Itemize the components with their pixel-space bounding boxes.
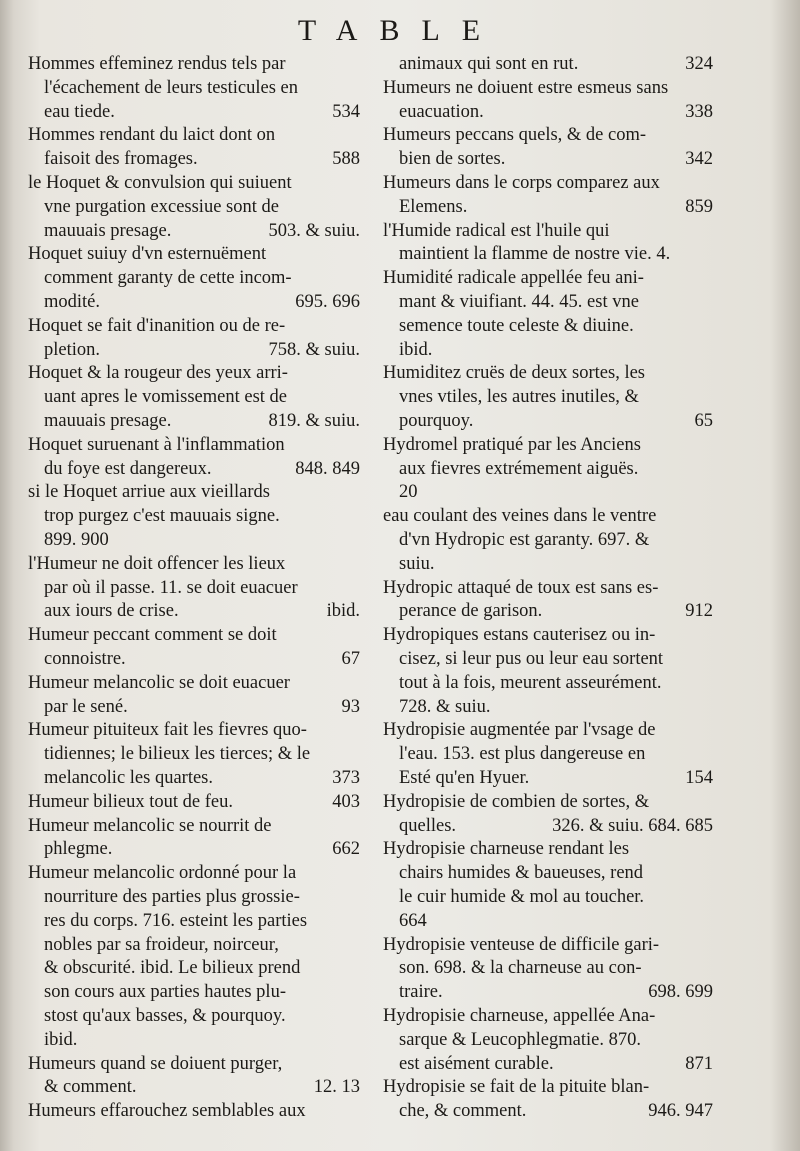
entry-text: l'Humeur ne doit offencer les lieux — [28, 553, 286, 574]
page-reference: 695. 696 — [295, 292, 360, 312]
index-entry-line — [383, 718, 713, 742]
index-entry-line — [399, 552, 713, 576]
index-entry-line — [44, 457, 360, 481]
entry-text: chairs humides & baueuses, rend — [399, 863, 644, 884]
entry-text: phlegme. — [44, 839, 113, 860]
index-entry-line — [44, 195, 360, 219]
entry-text: traire. — [399, 982, 443, 1003]
index-entry-line — [44, 933, 360, 957]
entry-text: Humeurs effarouchez semblables aux — [28, 1101, 306, 1122]
index-entry-line — [44, 338, 360, 362]
index-entry-line — [28, 123, 360, 147]
index-entry-line — [399, 100, 713, 124]
entry-text: modité. — [44, 292, 101, 312]
index-entry-line — [44, 1075, 360, 1099]
index-entry-line — [383, 76, 713, 100]
entry-text: est aisément curable. — [399, 1053, 554, 1074]
index-entry-line — [44, 695, 360, 719]
index-entry-line — [399, 980, 713, 1004]
entry-text: son cours aux parties hautes plu- — [44, 982, 286, 1003]
entry-text: Hoquet suiuy d'vn esternuëment — [28, 244, 267, 265]
index-entry-line — [28, 1099, 360, 1123]
index-entry-line — [399, 52, 713, 76]
entry-text: Hydropisie charneuse, appellée Ana- — [383, 1006, 656, 1026]
index-entry-line — [44, 909, 360, 933]
entry-text: par où il passe. 11. se doit euacuer — [44, 577, 298, 598]
entry-text: l'Humide radical est l'huile qui — [383, 220, 610, 241]
entry-text: Hydropisie se fait de la pituite blan- — [383, 1077, 650, 1098]
index-entry-line — [399, 1052, 713, 1076]
index-entry-line — [28, 790, 360, 814]
index-entry-line — [383, 361, 713, 385]
entry-text: Humeurs ne doiuent estre esmeus sans — [383, 77, 669, 98]
entry-text: uant apres le vomissement est de — [44, 387, 288, 408]
index-entry-line — [383, 1075, 713, 1099]
index-entry-line — [28, 52, 360, 76]
page-reference: 324 — [685, 54, 713, 74]
index-entry-line — [399, 457, 713, 481]
index-entry-line — [383, 504, 713, 528]
index-entry-line — [399, 528, 713, 552]
entry-text: connoistre. — [44, 649, 126, 669]
index-entry-line — [44, 528, 360, 552]
entry-text: cisez, si leur pus ou leur eau sortent — [399, 649, 664, 669]
index-entry-line — [28, 623, 360, 647]
entry-text: l'écachement de leurs testicules en — [44, 77, 298, 98]
index-entry-line — [383, 837, 713, 861]
entry-text: tout à la fois, meurent asseurément. — [399, 672, 662, 693]
index-entry-line — [44, 576, 360, 600]
index-entry-line — [44, 409, 360, 433]
index-entry-line — [383, 171, 713, 195]
entry-text: aux fievres extrémement aiguës. — [399, 458, 639, 479]
page-reference: 93 — [341, 696, 360, 717]
entry-text: 899. 900 — [44, 530, 109, 550]
entry-text: d'vn Hydropic est garanty. 697. & — [399, 530, 650, 550]
page-reference: 758. & suiu. — [268, 339, 360, 360]
entry-text: Humeurs dans le corps comparez aux — [383, 173, 660, 193]
entry-text: Humeur bilieux tout de feu. — [28, 791, 233, 812]
index-entry-line — [28, 433, 360, 457]
entry-text: Hoquet suruenant à l'inflammation — [28, 434, 285, 455]
index-entry-line — [383, 1004, 713, 1028]
index-entry-line — [399, 861, 713, 885]
index-entry-line — [44, 1004, 360, 1028]
entry-text: quelles. — [399, 815, 457, 836]
entry-text: eau tiede. — [44, 101, 115, 122]
index-entry-line — [44, 647, 360, 671]
index-entry-line — [44, 837, 360, 861]
page-reference: 534 — [332, 101, 360, 122]
entry-text: mauuais presage. — [44, 411, 172, 431]
index-entry-line — [44, 219, 360, 243]
entry-text: faisoit des fromages. — [44, 149, 198, 170]
entry-text: l'eau. 153. est plus dangereuse en — [399, 744, 646, 765]
entry-text: animaux qui sont en rut. — [399, 54, 579, 74]
entry-text: Humeur melancolic se doit euacuer — [28, 672, 290, 693]
entry-text: trop purgez c'est mauuais signe. — [44, 506, 280, 527]
entry-text: le Hoquet & convulsion qui suiuent — [28, 173, 292, 193]
index-entry-line — [399, 956, 713, 980]
page-reference: 67 — [341, 649, 360, 669]
page-reference: 912 — [685, 601, 713, 622]
entry-text: vne purgation excessiue sont de — [44, 196, 279, 217]
entry-text: euacuation. — [399, 101, 484, 122]
page-reference: 403 — [332, 791, 360, 812]
index-entry-line — [44, 742, 360, 766]
index-entry-line — [44, 956, 360, 980]
entry-text: semence toute celeste & diuine. — [399, 315, 634, 336]
entry-text: 728. & suiu. — [399, 696, 491, 717]
entry-text: Humeur melancolic se nourrit de — [28, 815, 272, 836]
index-entry-line — [44, 147, 360, 171]
entry-text: pletion. — [44, 339, 101, 360]
entry-text: Hydropic attaqué de toux est sans es- — [383, 577, 659, 598]
index-entry-line — [28, 671, 360, 695]
entry-text: son. 698. & la charneuse au con- — [399, 958, 642, 979]
entry-text: Hydropisie de combien de sortes, & — [383, 791, 650, 812]
index-entry-line — [44, 76, 360, 100]
page-reference: 342 — [685, 149, 713, 170]
page-reference: 588 — [332, 149, 360, 170]
entry-text: Humeur peccant comment se doit — [28, 625, 277, 646]
index-entry-line — [28, 552, 360, 576]
entry-text: Elemens. — [399, 196, 468, 217]
index-entry-line — [44, 599, 360, 623]
entry-text: bien de sortes. — [399, 149, 506, 170]
entry-text: suiu. — [399, 553, 435, 574]
index-entry-line — [44, 885, 360, 909]
index-entry-line — [399, 314, 713, 338]
index-entry-line — [383, 576, 713, 600]
page-reference: 326. & suiu. 684. 685 — [552, 815, 713, 836]
entry-text: vnes vtiles, les autres inutiles, & — [399, 387, 639, 408]
page-reference: 338 — [685, 101, 713, 122]
entry-text: & obscurité. ibid. Le bilieux prend — [44, 958, 301, 979]
entry-text: Humidité radicale appellée feu ani- — [383, 268, 644, 289]
entry-text: Hydromel pratiqué par les Anciens — [383, 434, 641, 455]
entry-text: Humeurs peccans quels, & de com- — [383, 125, 647, 146]
entry-text: Humeur melancolic ordonné pour la — [28, 863, 297, 884]
entry-text: 20 — [399, 482, 418, 503]
entry-text: stost qu'aux basses, & pourquoy. — [44, 1006, 286, 1026]
index-entry-line — [44, 504, 360, 528]
entry-text: eau coulant des veines dans le ventre — [383, 506, 657, 527]
index-entry-line — [44, 980, 360, 1004]
index-entry-line — [44, 766, 360, 790]
entry-text: Hydropisie charneuse rendant les — [383, 839, 630, 860]
entry-text: Hydropisie venteuse de difficile gari- — [383, 934, 660, 955]
entry-text: nourriture des parties plus grossie- — [44, 887, 300, 907]
index-entry-line — [383, 933, 713, 957]
entry-text: Hydropisie augmentée par l'vsage de — [383, 720, 656, 741]
index-entry-line — [399, 885, 713, 909]
index-entry-line — [399, 409, 713, 433]
entry-text: nobles par sa froideur, noirceur, — [44, 934, 279, 955]
page-reference: 65 — [694, 411, 713, 431]
index-entry-line — [28, 718, 360, 742]
entry-text: maintient la flamme de nostre vie. 4. — [399, 244, 671, 265]
index-entry-line — [399, 195, 713, 219]
entry-text: res du corps. 716. esteint les parties — [44, 910, 308, 931]
index-entry-line — [28, 361, 360, 385]
page-reference: 848. 849 — [295, 458, 360, 479]
entry-text: Hydropiques estans cauterisez ou in- — [383, 625, 656, 646]
index-entry-line — [28, 242, 360, 266]
page-reference: 819. & suiu. — [268, 411, 360, 431]
index-entry-line — [399, 385, 713, 409]
index-entry-line — [383, 623, 713, 647]
entry-text: mauuais presage. — [44, 220, 172, 241]
index-entry-line — [399, 242, 713, 266]
index-entry-line — [399, 647, 713, 671]
page-title: TABLE — [297, 14, 503, 47]
index-entry-line — [399, 742, 713, 766]
page-reference: 662 — [332, 839, 360, 860]
entry-text: par le sené. — [44, 696, 128, 717]
index-entry-line — [383, 219, 713, 243]
index-entry-line — [383, 433, 713, 457]
index-entry-line — [44, 385, 360, 409]
index-entry-line — [28, 861, 360, 885]
entry-text: Hoquet se fait d'inanition ou de re- — [28, 315, 286, 336]
index-entry-line — [399, 766, 713, 790]
entry-text: aux iours de crise. — [44, 601, 179, 622]
index-entry-line — [399, 671, 713, 695]
entry-text: Hommes rendant du laict dont on — [28, 125, 276, 146]
index-entry-line — [383, 123, 713, 147]
entry-text: che, & comment. — [399, 1101, 527, 1122]
index-entry-line — [28, 1052, 360, 1076]
entry-text: Humeurs quand se doiuent purger, — [28, 1053, 283, 1074]
index-entry-line — [399, 480, 713, 504]
index-entry-line — [399, 909, 713, 933]
entry-text: perance de garison. — [399, 601, 543, 622]
page-reference: 859 — [685, 196, 713, 217]
entry-text: ibid. — [44, 1029, 78, 1050]
entry-text: le cuir humide & mol au toucher. — [399, 887, 645, 907]
index-entry-line — [399, 147, 713, 171]
entry-text: Humeur pituiteux fait les fievres quo- — [28, 720, 307, 741]
page-reference: 154 — [685, 768, 713, 788]
index-entry-line — [44, 266, 360, 290]
entry-text: du foye est dangereux. — [44, 458, 212, 479]
page-reference: 12. 13 — [313, 1077, 360, 1098]
entry-text: & comment. — [44, 1077, 137, 1098]
entry-text: tidiennes; le bilieux les tierces; & le — [44, 744, 311, 765]
entry-text: 664 — [399, 910, 427, 931]
page-reference: ibid. — [326, 601, 360, 622]
index-entry-line — [399, 599, 713, 623]
entry-text: Esté qu'en Hyuer. — [399, 768, 530, 788]
entry-text: melancolic les quartes. — [44, 768, 214, 788]
index-entry-line — [28, 314, 360, 338]
index-entry-line — [399, 1099, 713, 1123]
entry-text: sarque & Leucophlegmatie. 870. — [399, 1029, 641, 1050]
index-entry-line — [383, 790, 713, 814]
index-entry-line — [44, 1028, 360, 1052]
index-entry-line — [383, 266, 713, 290]
entry-text: ibid. — [399, 339, 433, 360]
page-reference: 698. 699 — [648, 982, 713, 1003]
page-reference: 871 — [685, 1053, 713, 1074]
index-entry-line — [28, 480, 360, 504]
page-reference: 946. 947 — [648, 1101, 713, 1122]
index-entry-line — [399, 290, 713, 314]
index-entry-line — [399, 1028, 713, 1052]
entry-text: Humiditez cruës de deux sortes, les — [383, 363, 646, 384]
entry-text: si le Hoquet arriue aux vieillards — [28, 482, 270, 503]
entry-text: mant & viuifiant. 44. 45. est vne — [399, 292, 639, 312]
entry-text: pourquoy. — [399, 411, 474, 431]
index-entry-line — [28, 814, 360, 838]
index-entry-line — [28, 171, 360, 195]
index-entry-line — [44, 290, 360, 314]
page-reference: 373 — [332, 768, 360, 788]
entry-text: Hoquet & la rougeur des yeux arri- — [28, 363, 288, 384]
index-entry-line — [399, 695, 713, 719]
page-reference: 503. & suiu. — [268, 220, 360, 241]
entry-text: Hommes effeminez rendus tels par — [28, 54, 286, 74]
entry-text: comment garanty de cette incom- — [44, 268, 292, 289]
index-entry-line — [399, 338, 713, 362]
index-entry-line — [44, 100, 360, 124]
index-entry-line — [399, 814, 713, 838]
